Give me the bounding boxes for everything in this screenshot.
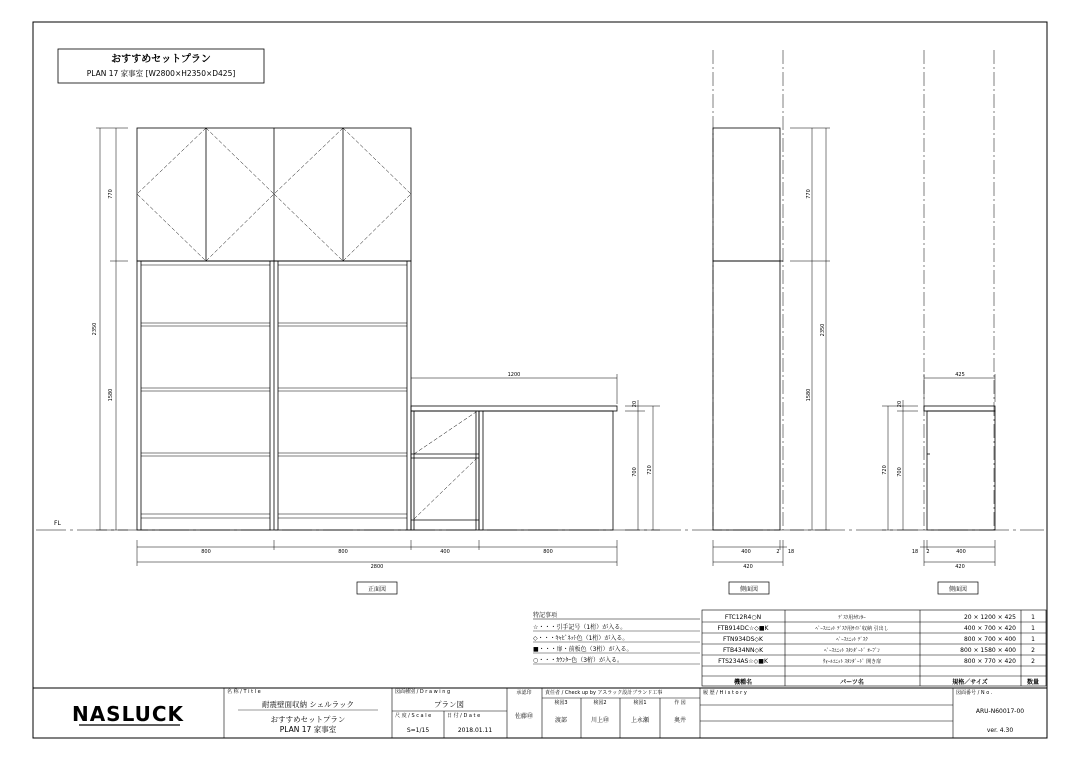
side2-view-label: 側面図 — [948, 586, 968, 593]
part-code: FTS234AS☆◇■K — [718, 658, 768, 665]
side1-caption — [729, 582, 769, 594]
approve-value: 佐藤㊞ — [514, 713, 534, 720]
part-qty: 1 — [1031, 614, 1035, 621]
side1-dim-gap: 2 — [776, 549, 780, 555]
dim-counter-h1: 700 — [632, 467, 638, 477]
table-row — [723, 636, 1035, 643]
dim-w3: 400 — [440, 549, 450, 555]
check-col: 作 図 — [674, 700, 686, 706]
check-col: 検図3 — [554, 700, 568, 706]
side1-wall-unit — [713, 128, 780, 261]
side2-dim-gap: 2 — [926, 549, 930, 555]
part-name: ｳｫｰﾙﾕﾆｯﾄ ｽﾀﾝﾀﾞｰﾄﾞ 開き扉 — [822, 659, 882, 665]
side1-dimensions — [713, 128, 830, 566]
part-size: 800 × 1580 × 400 — [960, 647, 1016, 654]
note-line: ☆・・・引手記号（1桁）が入る。 — [533, 624, 627, 631]
check-name: 上永瀬 — [630, 717, 650, 724]
floor-label: FL — [54, 520, 61, 527]
part-code: FTN934DS◇K — [723, 636, 763, 643]
dim-counter-h2: 720 — [647, 465, 653, 475]
side1-dim-back: 18 — [787, 549, 795, 555]
part-size: 800 × 770 × 420 — [963, 658, 1016, 665]
side1-dim-upper: 770 — [806, 189, 812, 199]
drawing-number: ARU-N60017-00 — [975, 708, 1025, 715]
side2-dim-h2: 700 — [897, 467, 903, 477]
part-name: ﾃﾞｽｸ用ｶｳﾝﾀｰ — [838, 615, 866, 621]
check-col: 検図1 — [633, 700, 647, 706]
dim-w2: 800 — [338, 549, 348, 555]
side1-dim-overall: 420 — [743, 564, 753, 570]
dim-counter-width: 1200 — [507, 372, 521, 378]
dim-lower-height: 1580 — [108, 388, 114, 402]
table-row — [723, 647, 1035, 654]
scale-caption: 尺 度 / S c a l e — [395, 713, 432, 719]
part-size: 20 × 1200 × 425 — [963, 614, 1016, 621]
dim-w4: 800 — [543, 549, 553, 555]
side2-dim-top: 20 — [897, 400, 903, 408]
header-name: パーツ名 — [840, 679, 864, 686]
side2-counter — [924, 406, 995, 411]
side2-dim-depth-top: 425 — [955, 372, 965, 378]
side2-dim-overall: 420 — [955, 564, 965, 570]
part-code: FTB434NN◇K — [722, 647, 764, 654]
part-code: FTB914DC☆◇■K — [717, 625, 769, 632]
nasluck-logo: NASLUCK — [71, 702, 185, 726]
history-caption: 履 歴 / H i s t o r y — [703, 690, 747, 696]
part-qty: 2 — [1031, 658, 1035, 665]
plan-title: おすすめセットプラン — [111, 54, 211, 65]
date-caption: 日 付 / D a t e — [447, 713, 481, 719]
front-view-caption — [357, 582, 397, 594]
check-name: 奥井 — [673, 717, 687, 724]
check-name: 川上㊞ — [590, 717, 610, 724]
header-size: 規格／サイズ — [952, 679, 988, 686]
title-block-text — [72, 688, 1024, 734]
check-col: 検図2 — [593, 700, 607, 706]
part-code: FTC12R4○N — [724, 614, 762, 621]
dim-w-total: 2800 — [370, 564, 384, 570]
dim-counter-top: 20 — [632, 400, 638, 408]
desk-unit — [479, 411, 613, 530]
desk-counter — [411, 406, 617, 411]
front-view — [137, 128, 617, 530]
side1-base-unit — [713, 261, 780, 530]
check-caption: 責任者 / Check up by アスラック設計ブランド工事 — [545, 690, 663, 696]
dim-upper-height: 770 — [108, 189, 114, 199]
header-qty: 数量 — [1026, 679, 1040, 686]
front-dim-labels — [92, 189, 653, 570]
parts-rows — [718, 614, 1040, 686]
dim-total-height: 2350 — [92, 322, 98, 336]
special-notes — [533, 611, 700, 664]
header-code: 機種名 — [733, 679, 753, 686]
side1-dim-total: 2350 — [820, 323, 826, 337]
dim-w1: 800 — [201, 549, 211, 555]
side1-dim-labels — [741, 189, 826, 570]
table-row — [718, 658, 1035, 665]
version-number: ver. 4.30 — [986, 727, 1014, 734]
table-row — [725, 614, 1035, 621]
title-line-3: PLAN 17 家事室 — [279, 725, 337, 734]
note-line: ○・・・ｶｳﾝﾀｰ色（3桁）が入る。 — [533, 657, 624, 664]
part-qty: 1 — [1031, 625, 1035, 632]
table-header-row — [734, 678, 1039, 686]
approve-caption: 承認印 — [516, 690, 532, 696]
side-view-1 — [713, 50, 783, 530]
check-name: 渡部 — [554, 717, 568, 724]
part-qty: 2 — [1031, 647, 1035, 654]
side1-dim-lower: 1580 — [806, 388, 812, 402]
side2-dim-depth: 400 — [956, 549, 966, 555]
part-name: ﾍﾞｰｽﾕﾆｯﾄ ｽﾀﾝﾀﾞｰﾄﾞ ｵｰﾌﾟﾝ — [824, 648, 880, 654]
side2-base-unit — [927, 411, 995, 530]
part-size: 800 × 700 × 400 — [963, 636, 1016, 643]
plan-subtitle: PLAN 17 家事室 [W2800×H2350×D425] — [86, 69, 236, 78]
table-row — [718, 625, 1036, 632]
side-view-2 — [924, 50, 995, 530]
part-qty: 1 — [1031, 636, 1035, 643]
side2-dim-h1: 720 — [882, 465, 888, 475]
plan-title-box — [58, 49, 264, 83]
drawing-value: プラン図 — [434, 700, 464, 709]
title-caption: 名 称 / T i t l e — [227, 689, 261, 695]
part-name: ﾍﾞｰｽﾕﾆｯﾄ ﾃﾞｽｸ用ｻｲﾄﾞ収納 引出し — [815, 626, 889, 632]
notes-heading: 特記事項 — [533, 612, 558, 619]
side1-view-label: 側面図 — [739, 586, 759, 593]
side2-caption — [938, 582, 978, 594]
side2-dim-back: 18 — [911, 549, 919, 555]
title-line-2: おすすめセットプラン — [270, 715, 346, 724]
part-name: ﾍﾞｰｽﾕﾆｯﾄ ﾃﾞｽｸ — [836, 637, 868, 643]
title-line-1: 耐震壁面収納 シェルラック — [261, 700, 355, 709]
front-dimensions — [96, 128, 660, 566]
note-line: ◇・・・ｷｬﾋﾞﾈｯﾄ色（1桁）が入る。 — [533, 635, 629, 642]
front-view-label: 正面図 — [367, 586, 387, 593]
part-size: 400 × 700 × 420 — [963, 625, 1016, 632]
note-line: ■・・・扉・前板色（3桁）が入る。 — [533, 646, 633, 653]
scale-value: S=1/15 — [406, 727, 430, 734]
drawing-no-caption: 図面番号 / N o . — [956, 690, 993, 696]
side1-dim-depth: 400 — [741, 549, 751, 555]
drawing-caption: 図面種別 / D r a w i n g — [395, 689, 451, 695]
date-value: 2018.01.11 — [457, 727, 493, 734]
title-block — [33, 688, 1047, 738]
